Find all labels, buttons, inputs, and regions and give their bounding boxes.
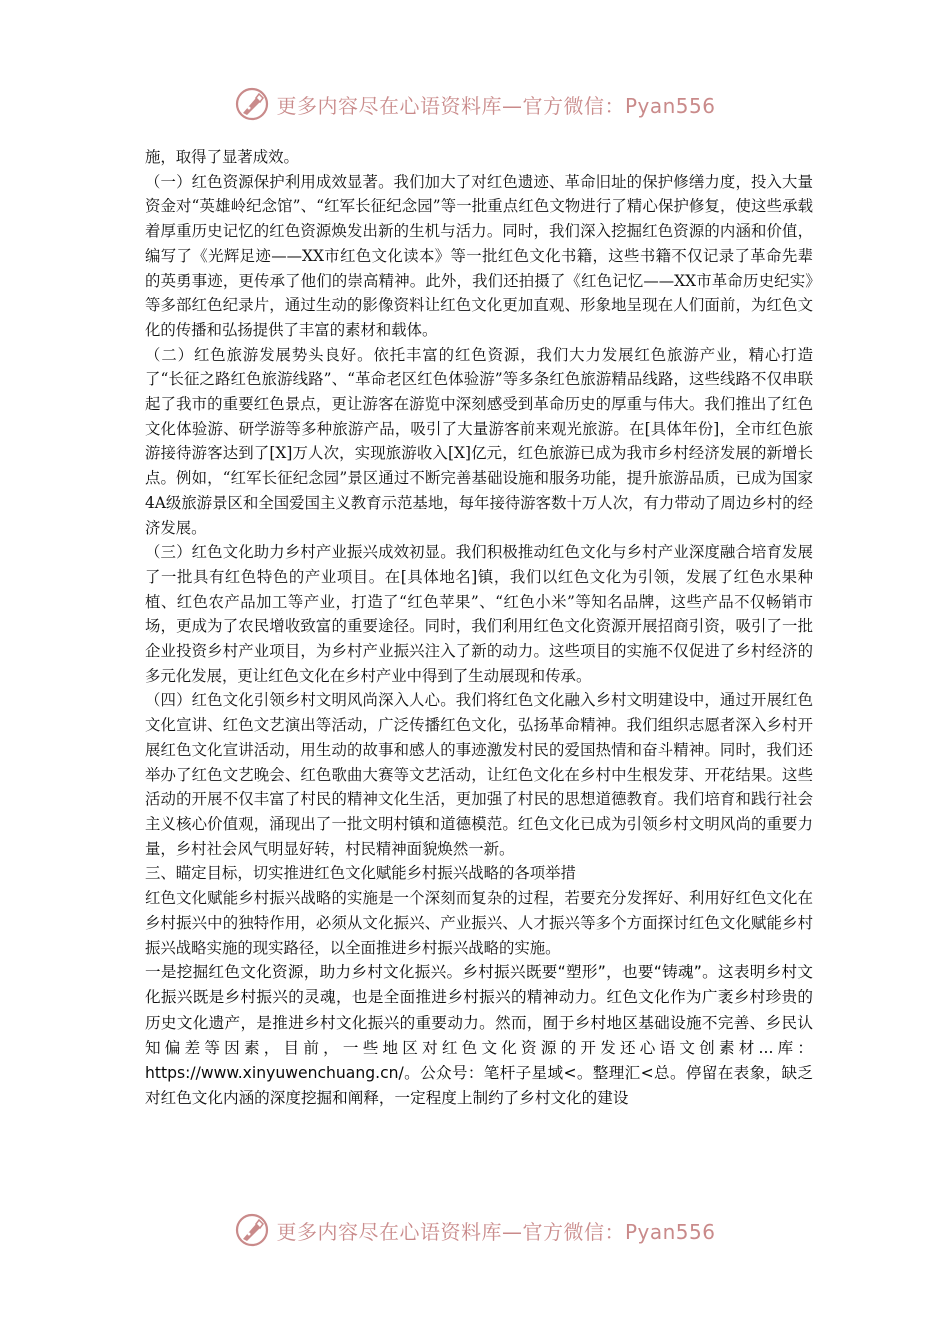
pen-nib-logo-icon (234, 1212, 270, 1248)
paragraph-section-3: （三）红色文化助力乡村产业振兴成效初显。我们积极推动红色文化与乡村产业深度融合培育发展了一批具有红色特色的产业项目。在[具体地名]镇，我们以红色文化为引领，发展了红色水果种植、红色农产品加工等产业，打造了“红色苹果”、“红色小米”等知名品牌，这些产品不仅畅销市场，更成为了农民增收致富的重要途径。同时，我们利用红色文化资源开展招商引资，吸引了一批企业投资乡村产业项目，为乡村产业振兴注入了新的动力。这些项目的实施不仅促进了乡村经济的多元化发展，更让红色文化在乡村产业中得到了生动展现和传承。 (145, 543, 813, 685)
paragraph-point-1: 一是挖掘红色文化资源，助力乡村文化振兴。乡村振兴既要“塑形”，也要“铸魂”。这表明乡村文化振兴既是乡村振兴的灵魂，也是全面推进乡村振兴的精神动力。红色文化作为广袤乡村珍贵的历史文化遗产，是推进乡村文化振兴的重要动力。然而，囿于乡村地区基础设施不完善、乡民认知偏差等因素，目前，一些地区对红色文化资源的开发还心语文创素材...库：https://www.xinyuwenchuang.cn/。公众号：笔杆子星域<。整理汇<总。停留在表象，缺乏对红色文化内涵的深度挖掘和阐释，一定程度上制约了乡村文化的建设 (145, 963, 813, 1108)
paragraph-continuation: 施，取得了显著成效。 (145, 148, 299, 166)
pen-nib-logo-icon (234, 86, 270, 122)
header-banner (0, 84, 950, 124)
paragraph-section-4: （四）红色文化引领乡村文明风尚深入人心。我们将红色文化融入乡村文明建设中，通过开展红色文化宣讲、红色文艺演出等活动，广泛传播红色文化，弘扬革命精神。我们组织志愿者深入乡村开展红色文化宣讲活动，用生动的故事和感人的事迹激发村民的爱国热情和奋斗精神。同时，我们还举办了红色文艺晚会、红色歌曲大赛等文艺活动，让红色文化在乡村中生根发芽、开花结果。这些活动的开展不仅丰富了村民的精神文化生活，更加强了村民的思想道德教育。我们培育和践行社会主义核心价值观，涌现出了一批文明村镇和道德模范。红色文化已成为引领乡村文明风尚的重要力量，乡村社会风气明显好转，村民精神面貌焕然一新。 (145, 691, 813, 858)
banner-text: 更多内容尽在心语资料库—官方微信：Pyan556 (276, 93, 716, 118)
section-heading: 三、瞄定目标，切实推进红色文化赋能乡村振兴战略的各项举措 (145, 864, 576, 883)
document-body (145, 145, 813, 1111)
banner-text: 更多内容尽在心语资料库—官方微信：Pyan556 (276, 1219, 716, 1244)
paragraph-section-2: （二）红色旅游发展势头良好。依托丰富的红色资源，我们大力发展红色旅游产业，精心打造了“长征之路红色旅游线路”、“革命老区红色体验游”等多条红色旅游精品线路，这些线路不仅串联起了我市的重要红色景点，更让游客在游览中深刻感受到革命历史的厚重与伟大。我们推出了红色文化体验游、研学游等多种旅游产品，吸引了大量游客前来观光旅游。在[具体年份]，全市红色旅游接待游客达到了[X]万人次，实现旅游收入[X]亿元，红色旅游已成为我市乡村经济发展的新增长点。例如，“红军长征纪念园”景区通过不断完善基础设施和服务功能，提升旅游品质，已成为国家4A级旅游景区和全国爱国主义教育示范基地，每年接待游客数十万人次，有力带动了周边乡村的经济发展。 (145, 345, 813, 537)
footer-banner (0, 1210, 950, 1250)
paragraph-section-1: （一）红色资源保护利用成效显著。我们加大了对红色遗迹、革命旧址的保护修缮力度，投入大量资金对“英雄岭纪念馆”、“红军长征纪念园”等一批重点红色文物进行了精心保护修复，使这些承载着厚重历史记忆的红色资源焕发出新的生机与活力。同时，我们深入挖掘红色资源的内涵和价值，编写了《光辉足迹——XX市红色文化读本》等一批红色文化书籍，这些书籍不仅记录了革命先辈的英勇事迹，更传承了他们的崇高精神。此外，我们还拍摄了《红色记忆——XX市革命历史纪实》等多部红色纪录片，通过生动的影像资料让红色文化更加直观、形象地呈现在人们面前，为红色文化的传播和弘扬提供了丰富的素材和载体。 (145, 172, 813, 339)
paragraph-intro: 红色文化赋能乡村振兴战略的实施是一个深刻而复杂的过程，若要充分发挥好、利用好红色文化在乡村振兴中的独特作用，必须从文化振兴、产业振兴、人才振兴等多个方面探讨红色文化赋能乡村振兴战略实施的现实路径，以全面推进乡村振兴战略的实施。 (145, 889, 813, 957)
